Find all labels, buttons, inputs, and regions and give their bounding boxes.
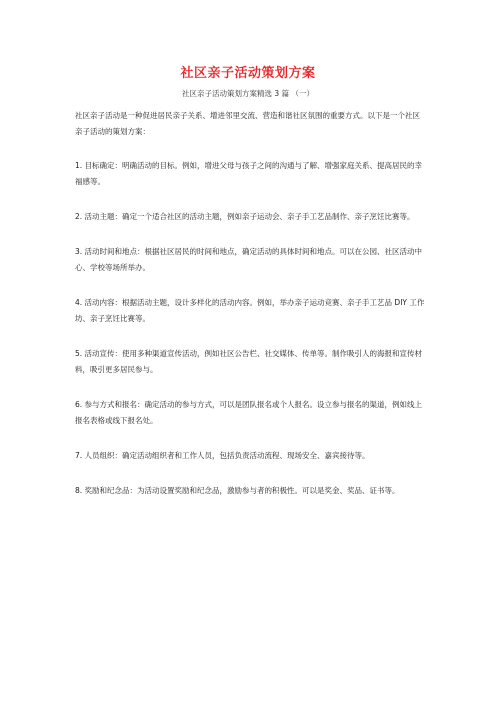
list-item-registration: 6. 参与方式和报名：确定活动的参与方式，可以是团队报名或个人报名。设立参与报名的渠道，例如线上报名表格或线下报名处。 — [75, 400, 423, 425]
intro-paragraph: 社区亲子活动是一种促进居民亲子关系、增进邻里交流、营造和谐社区氛围的重要方式。以下是一个社区亲子活动的策划方案： — [75, 111, 420, 136]
document-subtitle: 社区亲子活动策划方案精选 3 篇 （一） — [182, 89, 314, 98]
list-item-rewards: 8. 奖励和纪念品：为活动设置奖励和纪念品，激励参与者的积极性。可以是奖金、奖品、证书等。 — [75, 486, 400, 495]
list-item-goal: 1. 目标确定：明确活动的目标。例如，增进父母与孩子之间的沟通与了解、增强家庭关系、提高居民的幸福感等。 — [75, 161, 423, 186]
document-title: 社区亲子活动策划方案 — [180, 66, 316, 81]
document-body — [75, 108, 425, 518]
list-item-theme: 2. 活动主题：确定一个适合社区的活动主题，例如亲子运动会、亲子手工艺品制作、亲子烹饪比赛等。 — [75, 212, 415, 221]
list-item-time-place: 3. 活动时间和地点：根据社区居民的时间和地点，确定活动的具体时间和地点。可以在公园、社区活动中心、学校等场所举办。 — [75, 247, 423, 272]
list-item-content: 4. 活动内容：根据活动主题，设计多样化的活动内容。例如，举办亲子运动竞赛、亲子手工艺品 DIY 工作坊、亲子烹饪比赛等。 — [75, 298, 425, 323]
list-item-promotion: 5. 活动宣传：使用多种渠道宣传活动，例如社区公告栏、社交媒体、传单等。制作吸引人的海报和宣传材料，吸引更多居民参与。 — [75, 349, 423, 374]
list-item-staffing: 7. 人员组织：确定活动组织者和工作人员，包括负责活动流程、现场安全、嘉宾接待等。 — [75, 451, 370, 460]
